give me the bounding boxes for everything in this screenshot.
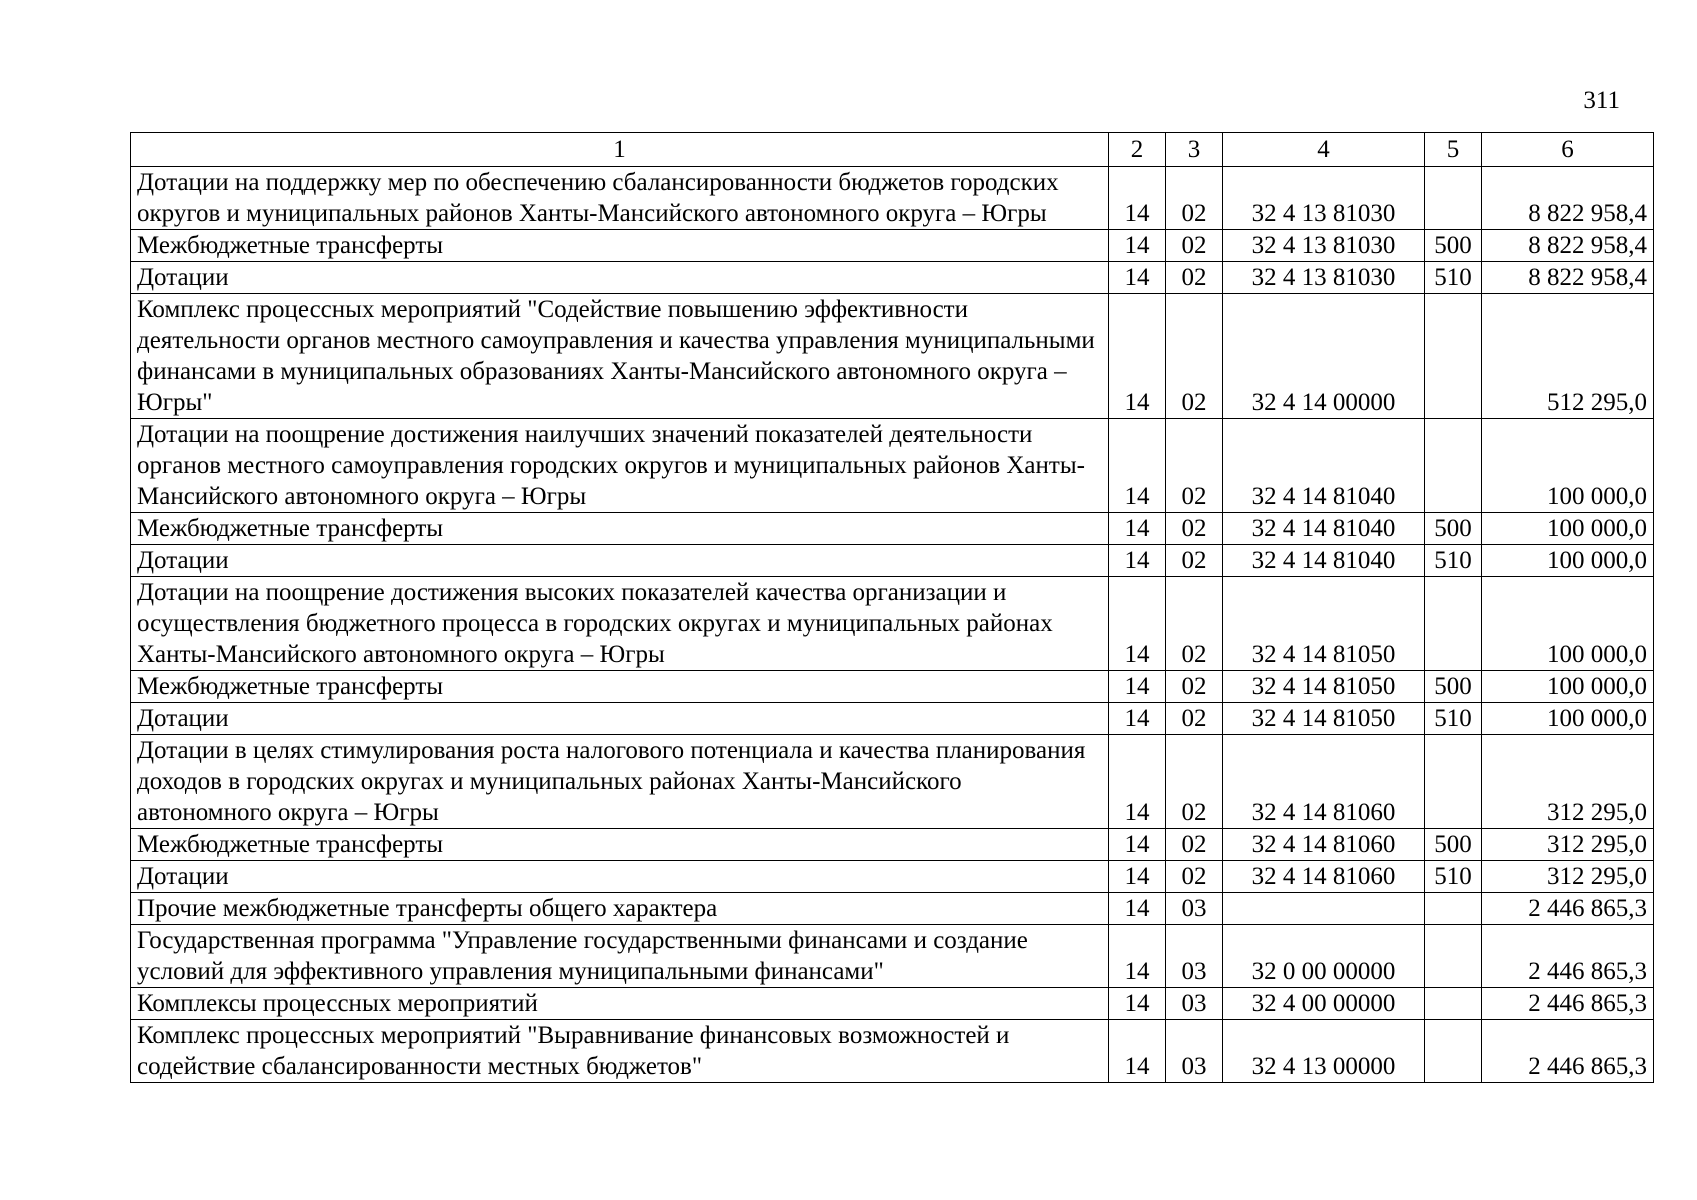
table-row [131, 671, 1654, 703]
table-row [131, 735, 1654, 829]
row-name: Комплексы процессных мероприятий [131, 988, 1109, 1020]
row-section: 14 [1109, 671, 1166, 703]
row-expense-type: 500 [1425, 829, 1482, 861]
row-target-code: 32 4 14 81060 [1223, 861, 1425, 893]
row-amount: 100 000,0 [1482, 671, 1654, 703]
row-target-code [1223, 893, 1425, 925]
row-section: 14 [1109, 419, 1166, 513]
row-name: Межбюджетные трансферты [131, 829, 1109, 861]
row-expense-type [1425, 294, 1482, 419]
table-row [131, 262, 1654, 294]
row-name: Дотации на поощрение достижения высоких показателей качества организации и осуществления бюджетного процесса в городских округах и муниципальных районах Ханты-Мансийского автономного округа – Югры [131, 577, 1109, 671]
row-subsection: 03 [1166, 925, 1223, 988]
row-subsection: 02 [1166, 829, 1223, 861]
row-subsection: 02 [1166, 671, 1223, 703]
table-row [131, 829, 1654, 861]
table-row [131, 988, 1654, 1020]
header-col-3: 3 [1166, 133, 1223, 167]
row-amount: 512 295,0 [1482, 294, 1654, 419]
row-section: 14 [1109, 735, 1166, 829]
row-expense-type: 510 [1425, 703, 1482, 735]
row-amount: 312 295,0 [1482, 861, 1654, 893]
row-subsection: 02 [1166, 545, 1223, 577]
header-col-4: 4 [1223, 133, 1425, 167]
row-expense-type: 510 [1425, 262, 1482, 294]
row-amount: 2 446 865,3 [1482, 1020, 1654, 1083]
row-amount: 100 000,0 [1482, 513, 1654, 545]
row-amount: 2 446 865,3 [1482, 925, 1654, 988]
row-name: Дотации на поощрение достижения наилучших значений показателей деятельности органов местного самоуправления городских округов и муниципальных районов Ханты-Мансийского автономного округа – Югры [131, 419, 1109, 513]
row-subsection: 03 [1166, 893, 1223, 925]
row-subsection: 02 [1166, 513, 1223, 545]
table-row [131, 230, 1654, 262]
row-section: 14 [1109, 577, 1166, 671]
table-row [131, 294, 1654, 419]
row-target-code: 32 4 13 81030 [1223, 230, 1425, 262]
row-expense-type [1425, 735, 1482, 829]
table-row [131, 925, 1654, 988]
row-expense-type: 500 [1425, 671, 1482, 703]
row-section: 14 [1109, 545, 1166, 577]
row-amount: 8 822 958,4 [1482, 230, 1654, 262]
header-col-2: 2 [1109, 133, 1166, 167]
row-amount: 8 822 958,4 [1482, 262, 1654, 294]
row-name: Комплекс процессных мероприятий "Выравнивание финансовых возможностей и содействие сбалансированности местных бюджетов" [131, 1020, 1109, 1083]
row-name: Дотации [131, 262, 1109, 294]
row-target-code: 32 4 14 00000 [1223, 294, 1425, 419]
row-section: 14 [1109, 925, 1166, 988]
row-subsection: 02 [1166, 262, 1223, 294]
row-target-code: 32 4 13 81030 [1223, 167, 1425, 230]
row-target-code: 32 4 00 00000 [1223, 988, 1425, 1020]
table-row [131, 419, 1654, 513]
row-expense-type: 510 [1425, 545, 1482, 577]
row-amount: 100 000,0 [1482, 577, 1654, 671]
row-target-code: 32 0 00 00000 [1223, 925, 1425, 988]
table-body [131, 167, 1654, 1083]
row-name: Прочие межбюджетные трансферты общего характера [131, 893, 1109, 925]
row-name: Межбюджетные трансферты [131, 513, 1109, 545]
row-section: 14 [1109, 294, 1166, 419]
row-name: Дотации в целях стимулирования роста налогового потенциала и качества планирования доходов в городских округах и муниципальных районах Ханты-Мансийского автономного округа – Югры [131, 735, 1109, 829]
row-amount: 2 446 865,3 [1482, 988, 1654, 1020]
row-subsection: 02 [1166, 735, 1223, 829]
header-col-5: 5 [1425, 133, 1482, 167]
row-name: Дотации [131, 861, 1109, 893]
row-expense-type: 500 [1425, 230, 1482, 262]
row-subsection: 02 [1166, 577, 1223, 671]
row-section: 14 [1109, 829, 1166, 861]
row-expense-type [1425, 988, 1482, 1020]
table-row [131, 893, 1654, 925]
table-row [131, 577, 1654, 671]
row-target-code: 32 4 14 81050 [1223, 671, 1425, 703]
row-section: 14 [1109, 167, 1166, 230]
row-name: Дотации [131, 703, 1109, 735]
row-expense-type: 500 [1425, 513, 1482, 545]
row-section: 14 [1109, 230, 1166, 262]
row-name: Комплекс процессных мероприятий "Содействие повышению эффективности деятельности органов местного самоуправления и качества управления муниципальными финансами в муниципальных образованиях Ханты-Мансийского автономного округа – Югры" [131, 294, 1109, 419]
row-subsection: 02 [1166, 861, 1223, 893]
row-subsection: 02 [1166, 419, 1223, 513]
budget-table [130, 132, 1654, 1083]
row-amount: 2 446 865,3 [1482, 893, 1654, 925]
row-target-code: 32 4 14 81060 [1223, 829, 1425, 861]
row-target-code: 32 4 13 81030 [1223, 262, 1425, 294]
row-target-code: 32 4 13 00000 [1223, 1020, 1425, 1083]
row-name: Дотации [131, 545, 1109, 577]
row-section: 14 [1109, 861, 1166, 893]
table-row [131, 545, 1654, 577]
row-subsection: 03 [1166, 1020, 1223, 1083]
row-name: Межбюджетные трансферты [131, 671, 1109, 703]
row-expense-type [1425, 925, 1482, 988]
row-section: 14 [1109, 1020, 1166, 1083]
header-row [131, 133, 1654, 167]
row-name: Межбюджетные трансферты [131, 230, 1109, 262]
table-row [131, 167, 1654, 230]
table-row [131, 703, 1654, 735]
row-subsection: 02 [1166, 703, 1223, 735]
page-number: 311 [1583, 87, 1620, 114]
row-amount: 100 000,0 [1482, 545, 1654, 577]
row-section: 14 [1109, 893, 1166, 925]
row-expense-type [1425, 577, 1482, 671]
header-col-1: 1 [131, 133, 1109, 167]
row-expense-type [1425, 893, 1482, 925]
row-subsection: 02 [1166, 294, 1223, 419]
header-col-6: 6 [1482, 133, 1654, 167]
table-row [131, 861, 1654, 893]
row-section: 14 [1109, 988, 1166, 1020]
row-name: Государственная программа "Управление государственными финансами и создание условий для эффективного управления муниципальными финансами" [131, 925, 1109, 988]
row-expense-type [1425, 419, 1482, 513]
table-row [131, 1020, 1654, 1083]
row-section: 14 [1109, 703, 1166, 735]
row-expense-type: 510 [1425, 861, 1482, 893]
row-expense-type [1425, 167, 1482, 230]
row-target-code: 32 4 14 81040 [1223, 419, 1425, 513]
row-target-code: 32 4 14 81040 [1223, 513, 1425, 545]
row-target-code: 32 4 14 81040 [1223, 545, 1425, 577]
row-name: Дотации на поддержку мер по обеспечению сбалансированности бюджетов городских округов и муниципальных районов Ханты-Мансийского автономного округа – Югры [131, 167, 1109, 230]
row-amount: 312 295,0 [1482, 735, 1654, 829]
row-target-code: 32 4 14 81050 [1223, 703, 1425, 735]
row-expense-type [1425, 1020, 1482, 1083]
row-amount: 100 000,0 [1482, 419, 1654, 513]
row-target-code: 32 4 14 81050 [1223, 577, 1425, 671]
row-section: 14 [1109, 513, 1166, 545]
row-amount: 8 822 958,4 [1482, 167, 1654, 230]
row-subsection: 03 [1166, 988, 1223, 1020]
table-row [131, 513, 1654, 545]
row-amount: 100 000,0 [1482, 703, 1654, 735]
row-amount: 312 295,0 [1482, 829, 1654, 861]
row-target-code: 32 4 14 81060 [1223, 735, 1425, 829]
row-subsection: 02 [1166, 167, 1223, 230]
row-section: 14 [1109, 262, 1166, 294]
row-subsection: 02 [1166, 230, 1223, 262]
